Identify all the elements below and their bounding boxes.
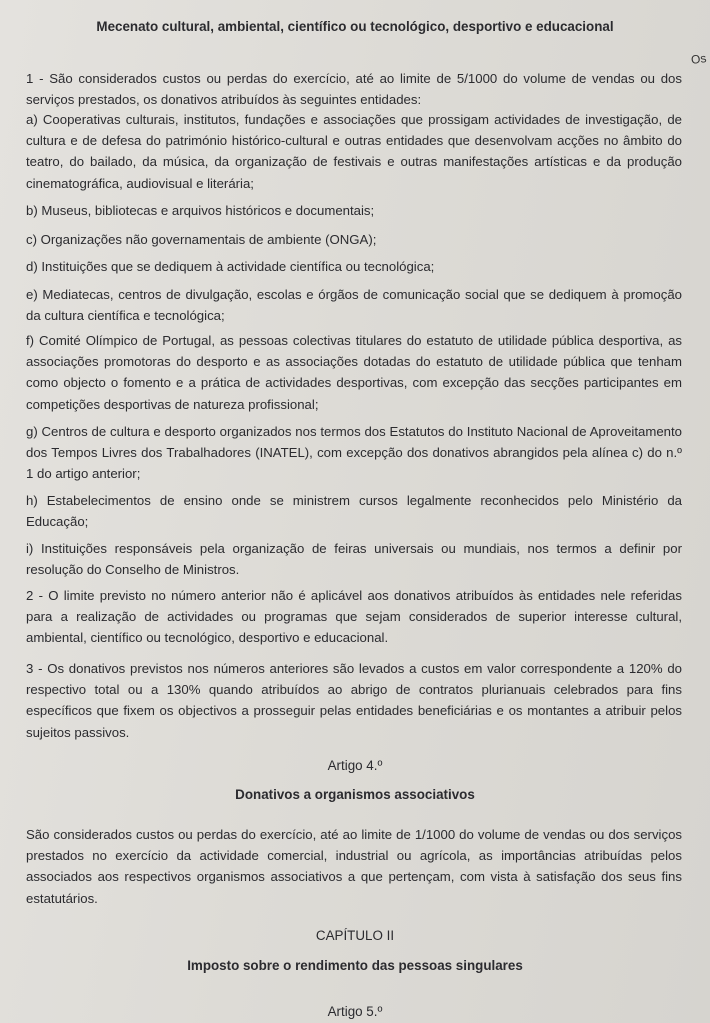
- capitulo-label: CAPÍTULO II: [315, 928, 395, 943]
- item-f: f) Comité Olímpico de Portugal, as pessoas colectivas titulares do estatuto de utilidade pública desportiva, as associações promotoras do desporto e as associações dotadas do estatuto de utilidade pública que tenham como objecto o fomento e a prática de actividades desportivas, com excepção das secções participantes em competições desportivas de natureza profissional;: [26, 333, 682, 412]
- item-e: e) Mediatecas, centros de divulgação, escolas e órgãos de comunicação social que se dediquem à promoção da cultura científica e tecnológica;: [26, 287, 682, 324]
- item-a: a) Cooperativas culturais, institutos, fundações e associações que prossigam actividades de investigação, de cultura e de defesa do património histórico-cultural e outras entidades que desenvolvam acções no âmbito do teatro, do bailado, da música, da organização de festivais e outras manifestações artísticas e da produção cinematográfica, audiovisual e literária;: [26, 112, 682, 191]
- paragraph-1: 1 - São considerados custos ou perdas do exercício, até ao limite de 5/1000 do volume de vendas ou dos serviços prestados, os donativos atribuídos às seguintes entidades:: [26, 71, 682, 108]
- artigo-4-label: Artigo 4.º: [327, 758, 383, 773]
- item-h: h) Estabelecimentos de ensino onde se ministrem cursos legalmente reconhecidos pelo Ministério da Educação;: [26, 493, 682, 530]
- item-i: i) Instituições responsáveis pela organização de feiras universais ou mundiais, nos termos a definir por resolução do Conselho de Ministros.: [26, 541, 682, 578]
- section-title: Mecenato cultural, ambiental, científico ou tecnológico, desportivo e educacional: [96, 19, 614, 34]
- item-c: c) Organizações não governamentais de ambiente (ONGA);: [26, 232, 377, 247]
- edge-text-fragment: Os: [689, 51, 707, 67]
- artigo-4-heading: Donativos a organismos associativos: [235, 787, 475, 802]
- paragraph-2: 2 - O limite previsto no número anterior não é aplicável aos donativos atribuídos às entidades nele referidas para a realização de actividades ou programas que sejam considerados de superior interesse cultural, ambiental, científico ou tecnológico, desportivo e educacional.: [26, 588, 682, 646]
- item-d: d) Instituições que se dediquem à actividade científica ou tecnológica;: [26, 259, 435, 274]
- paragraph-3: 3 - Os donativos previstos nos números anteriores são levados a custos em valor correspondente a 120% do respectivo total ou a 130% quando atribuídos ao abrigo de contratos plurianuais celebrados para fins específicos que fixem os objectivos a prosseguir pelas entidades beneficiárias e os montantes a atribuir pelos sujeitos passivos.: [26, 661, 682, 740]
- item-g: g) Centros de cultura e desporto organizados nos termos dos Estatutos do Instituto Nacional de Aproveitamento dos Tempos Livres dos Trabalhadores (INATEL), com excepção dos donativos abrangidos pela alínea c) do n.º 1 do artigo anterior;: [26, 424, 682, 482]
- artigo-5-label: Artigo 5.º: [327, 1004, 383, 1019]
- item-b: b) Museus, bibliotecas e arquivos históricos e documentais;: [26, 203, 375, 218]
- capitulo-heading: Imposto sobre o rendimento das pessoas singulares: [187, 958, 523, 973]
- artigo-4-body: São considerados custos ou perdas do exercício, até ao limite de 1/1000 do volume de vendas ou dos serviços prestados no exercício da actividade comercial, industrial ou agrícola, as importâncias atribuídas pelos associados aos respectivos organismos associativos a que pertençam, com vista à satisfação dos seus fins estatutários.: [26, 827, 682, 906]
